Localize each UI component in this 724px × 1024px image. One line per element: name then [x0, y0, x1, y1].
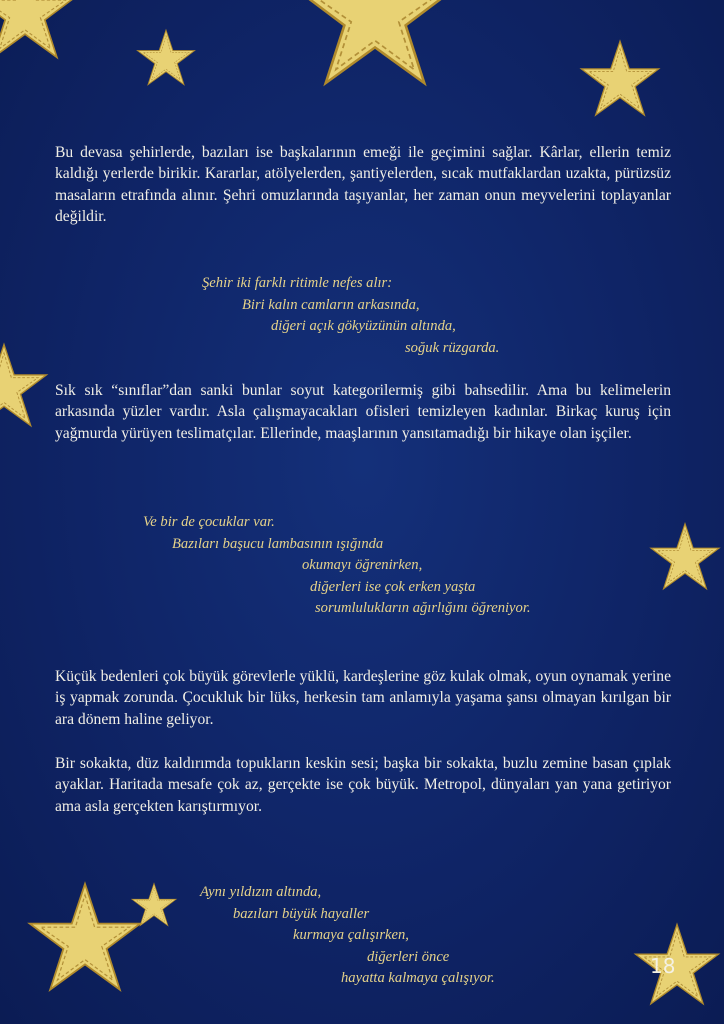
star-icon — [25, 878, 145, 998]
page-number: 18 — [650, 954, 676, 978]
star-icon — [135, 27, 197, 89]
poem-line: Biri kalın camların arkasında, — [242, 296, 420, 313]
poem-line: sorumlulukların ağırlığını öğreniyor. — [315, 600, 531, 617]
star-icon — [632, 920, 722, 1010]
poem-line: diğerleri ise çok erken yaşta — [310, 578, 476, 595]
body-paragraph: Bir sokakta, düz kaldırımda topukların keskin sesi; başka bir sokakta, buzlu zemine basan çıplak ayaklar. Haritada mesafe çok az, gerçekte ise çok büyük. Metropol, dünyaları yan yana getiriyor ama asla gerçekten karıştırmıyor. — [55, 755, 671, 815]
poem-line: Aynı yıldızın altında, — [200, 884, 322, 900]
poem-stanza — [200, 882, 495, 990]
poem-line: kurmaya çalışırken, — [293, 927, 409, 944]
star-icon — [578, 37, 662, 121]
poem-line: diğerleri önce — [367, 948, 450, 965]
poem-line: okumayı öğrenirken, — [302, 557, 423, 574]
star-icon — [648, 520, 722, 594]
body-paragraph: Sık sık “sınıflar”dan sanki bunlar soyut kategorilermiş gibi bahsedilir. Ama bu kelimelerin arkasında yüzler vardır. Asla çalışmayacakları ofisleri temizleyen kadınlar. Birkaç kuruş için yağmurda yürüyen teslimatçılar. Ellerinde, maaşlarının yansıtamadığı bir hikaye olan işçiler. — [55, 382, 671, 442]
poem-stanza — [143, 512, 531, 620]
body-paragraph: Küçük bedenleri çok büyük görevlerle yüklü, kardeşlerine göz kulak olmak, oyun oynamak yerine iş yapmak zorunda. Çocukluk bir lüks, herkesin tam anlamıyla yaşama şansı olmayan kırılgan bir ara dönem haline geliyor. — [55, 668, 671, 728]
poem-line: Ve bir de çocuklar var. — [143, 514, 275, 530]
poem-line: soğuk rüzgarda. — [405, 339, 500, 356]
body-paragraph: Bu devasa şehirlerde, bazıları ise başkalarının emeği ile geçimini sağlar. Kârlar, ellerin temiz kaldığı yerlerde birikir. Kararlar, atölyelerden, şantiyelerden, sıcak mutfaklardan uzakta, pürüzsüz masaların etrafında alınır. Şehri omuzlarında taşıyanlar, her zaman onun meyvelerini toplayanlar değildir. — [55, 144, 671, 226]
star-icon — [0, 0, 80, 65]
poem-line: Şehir iki farklı ritimle nefes alır: — [202, 275, 393, 291]
poem-stanza — [202, 273, 500, 359]
poem-line: hayatta kalmaya çalışıyor. — [341, 970, 495, 987]
star-icon — [290, 0, 460, 95]
poem-line: Bazıları başucu lambasının ışığında — [172, 535, 384, 552]
poem-line: diğeri açık gökyüzünün altında, — [271, 318, 456, 335]
star-icon — [0, 340, 50, 432]
poem-line: bazıları büyük hayaller — [233, 905, 370, 922]
